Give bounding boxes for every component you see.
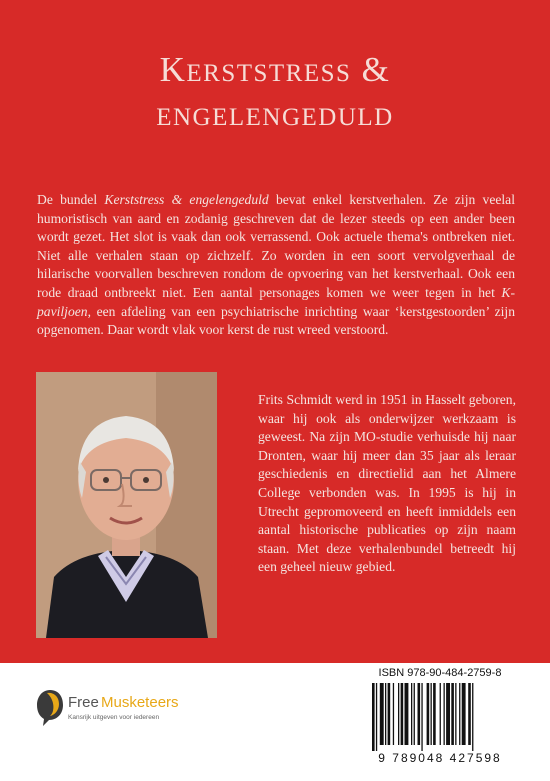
barcode-bar	[427, 683, 430, 745]
barcode-bar	[376, 683, 377, 751]
barcode-bar	[405, 683, 409, 745]
publisher-tagline: Kansrijk uitgeven voor iedereen	[68, 714, 160, 721]
book-title	[0, 48, 550, 136]
book-description	[37, 191, 515, 340]
book-title-line2: engelengeduld	[156, 94, 394, 133]
barcode-bar	[472, 683, 473, 751]
author-bio: Frits Schmidt werd in 1951 in Hasselt geboren, waar hij ook als onderwijzer werkzaam is geweest. Na zijn MO-studie verhuisde hij naar Dronten, waar hij meer dan 35 jaar als leraar geschiedenis en directielid aan het Almere College verbonden was. In 1995 is hij in Utrecht gepromoveerd en heeft inmiddels een aantal historische publicaties op zijn naam staan. Met deze verhalenbundel betreedt hij een geheel nieuw gebied.	[258, 392, 516, 575]
blurb-text-3: , een afdeling van een psychiatrische inrichting waar ‘kerstgestoorden’ zijn opgenomen. Daar wordt vlak voor kerst de rust wreed verstoord.	[37, 303, 515, 338]
barcode-bar	[431, 683, 432, 745]
barcode-bar	[414, 683, 415, 745]
barcode-bar	[459, 683, 460, 745]
blurb-k-paviljoen: K-paviljoen	[37, 284, 515, 319]
barcode-bar	[388, 683, 391, 745]
barcode-bar	[401, 683, 404, 745]
blurb-text-2: bevat enkel kerstverhalen. Ze zijn veelal humoristisch van aard en zodanig geschreven dat de lezer steeds op een ander been wordt gezet. Het slot is vaak dan ook verrassend. Ook actuele thema's ontbreken niet. Niet alle verhalen staan op zichzelf. Zo worden in een soort vervolgverhaal de hilarische voorvallen beschreven rondom de opvoering van het kerstverhaal. Ook een rode draad ontbreekt niet. Een aantal personages komen we weer tegen in het	[37, 192, 515, 300]
blurb-text-1: De bundel	[37, 192, 105, 207]
barcode-bar	[444, 683, 445, 745]
barcode-bar	[380, 683, 384, 745]
barcode-bar	[411, 683, 412, 745]
barcode-bar	[440, 683, 441, 745]
publisher-name-free: Free	[68, 694, 99, 711]
book-title-line1: Kerststress &	[159, 50, 391, 89]
publisher-name-musketeers: Musketeers	[101, 694, 179, 711]
blurb-title-italic: Kerststress & engelengeduld	[104, 192, 269, 207]
isbn-label: ISBN 978-90-484-2759-8	[378, 667, 502, 679]
barcode-bar	[372, 683, 375, 751]
speech-bubble-icon	[35, 688, 65, 728]
barcode-bar	[393, 683, 394, 745]
barcode-bar	[385, 683, 386, 745]
barcode-bar	[446, 683, 450, 745]
barcode-number: 9 789048 427598	[378, 751, 502, 765]
barcode-bar	[421, 683, 422, 751]
barcode-bar	[451, 683, 454, 745]
barcode-bar	[468, 683, 471, 745]
barcode-bar	[418, 683, 421, 745]
barcode-bar	[433, 683, 436, 745]
barcode-icon	[370, 683, 510, 751]
barcode-bar	[398, 683, 399, 745]
author-photo	[36, 372, 217, 638]
barcode-bar	[462, 683, 466, 745]
publisher-logo	[35, 684, 235, 744]
isbn-barcode-block	[362, 667, 518, 771]
barcode-bar	[455, 683, 456, 745]
author-portrait-illustration	[36, 372, 217, 638]
